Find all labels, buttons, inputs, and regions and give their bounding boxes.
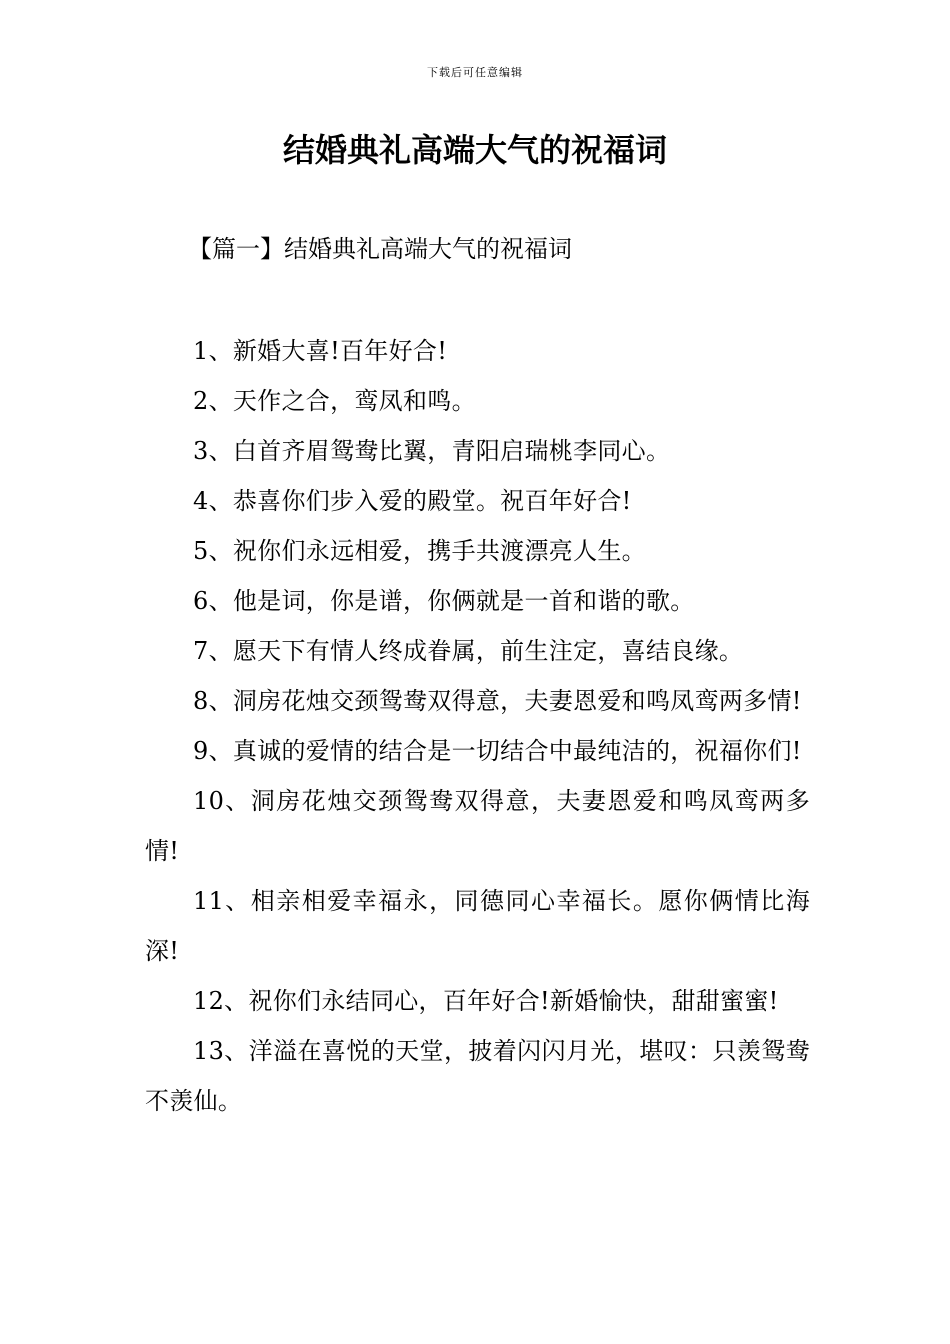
list-item: 2、天作之合，鸾凤和鸣。 — [193, 387, 476, 415]
header-note: 下载后可任意编辑 — [427, 66, 523, 79]
list-item: 13、洋溢在喜悦的天堂，披着闪闪月光，堪叹：只羡鸳鸯不羡仙。 — [145, 1037, 810, 1115]
document-title: 结婚典礼高端大气的祝福词 — [282, 131, 667, 169]
section-heading: 【篇一】结婚典礼高端大气的祝福词 — [188, 235, 572, 263]
list-item: 11、相亲相爱幸福永，同德同心幸福长。愿你俩情比海深! — [145, 887, 810, 965]
list-item: 9、真诚的爱情的结合是一切结合中最纯洁的，祝福你们! — [193, 737, 802, 765]
list-item: 5、祝你们永远相爱，携手共渡漂亮人生。 — [193, 537, 646, 565]
list-item: 1、新婚大喜!百年好合! — [193, 337, 448, 365]
list-item: 6、他是词，你是谱，你俩就是一首和谐的歌。 — [193, 587, 695, 615]
list-item: 3、白首齐眉鸳鸯比翼，青阳启瑞桃李同心。 — [193, 437, 671, 465]
list-item: 8、洞房花烛交颈鸳鸯双得意，夫妻恩爱和鸣凤鸾两多情! — [193, 687, 802, 715]
list-item: 10、洞房花烛交颈鸳鸯双得意，夫妻恩爱和鸣凤鸾两多情! — [145, 787, 810, 865]
list-item: 12、祝你们永结同心，百年好合!新婚愉快，甜甜蜜蜜! — [193, 987, 779, 1015]
list-item: 7、愿天下有情人终成眷属，前生注定，喜结良缘。 — [193, 637, 744, 665]
list-item: 4、恭喜你们步入爱的殿堂。祝百年好合! — [193, 487, 632, 515]
blessing-list — [145, 326, 810, 1126]
